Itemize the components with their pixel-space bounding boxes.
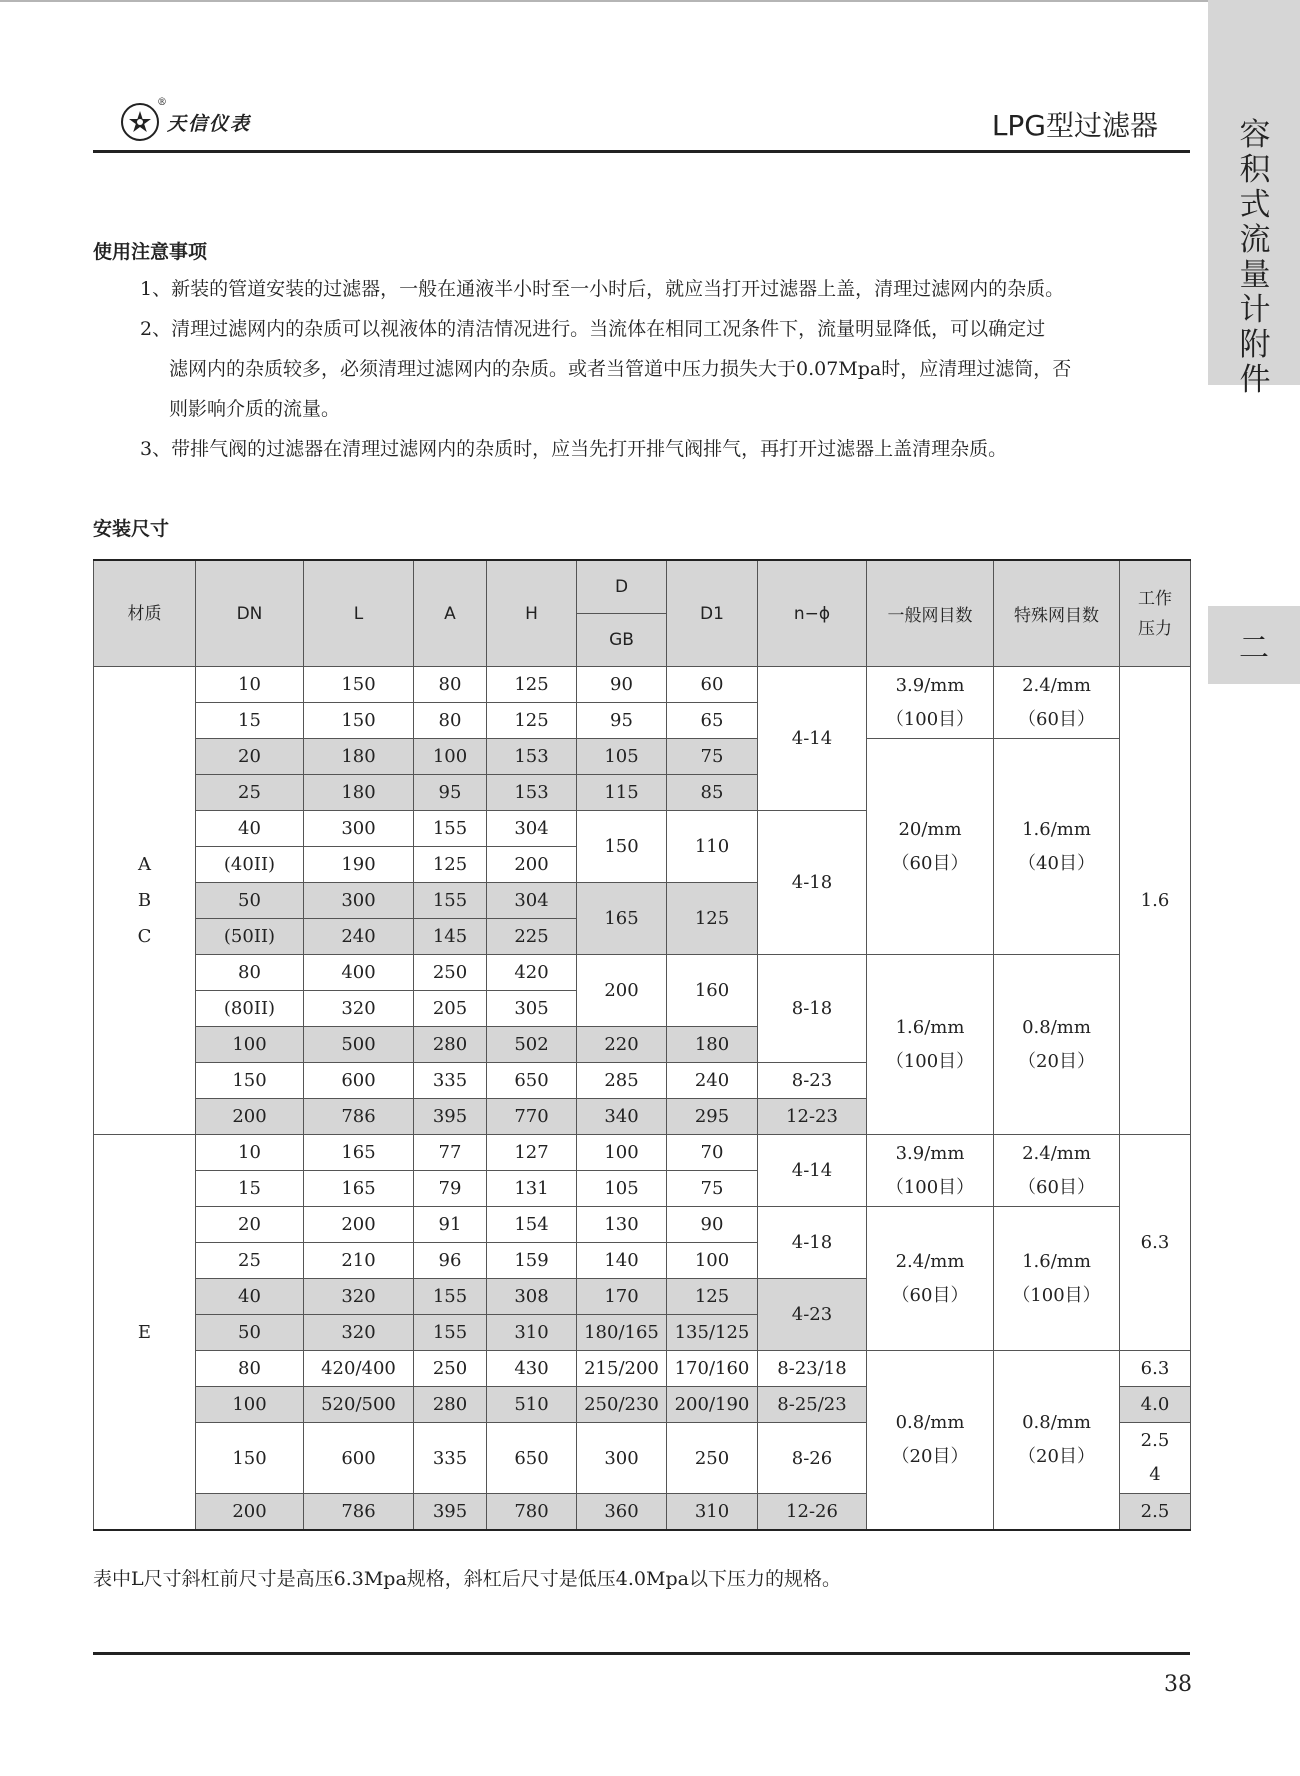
table-cell: 154 [487, 1207, 577, 1243]
table-cell: 205 [414, 991, 487, 1027]
pressure-value: 2.5 [1140, 1430, 1170, 1451]
mesh-count: （20目） [891, 1446, 969, 1467]
table-cell: 155 [414, 883, 487, 919]
table-cell: 25 [196, 1243, 304, 1279]
material-abc [94, 667, 196, 1135]
table-cell: 200 [196, 1099, 304, 1135]
normal-mesh-cell [867, 955, 994, 1135]
mesh-count: （20目） [1018, 1050, 1095, 1072]
table-cell: 110 [667, 811, 758, 883]
mesh-value: 2.4/mm [895, 1250, 965, 1272]
n-phi-cell: 8-18 [758, 955, 867, 1063]
n-phi-cell: 4-23 [758, 1279, 867, 1351]
table-cell: 140 [577, 1243, 667, 1279]
table-cell: 220 [577, 1027, 667, 1063]
mesh-count: （100目） [885, 708, 975, 730]
col-d: D [577, 560, 667, 614]
table-cell: 420/400 [304, 1351, 414, 1387]
table-cell: 305 [487, 991, 577, 1027]
table-cell: 80 [196, 955, 304, 991]
table-cell: 131 [487, 1171, 577, 1207]
table-cell: 335 [414, 1423, 487, 1494]
material-e: E [94, 1135, 196, 1531]
table-cell: 60 [667, 667, 758, 703]
notes-list [140, 269, 1170, 469]
col-n-phi: n−ϕ [758, 560, 867, 667]
col-normal-mesh: 一般网目数 [867, 560, 994, 667]
n-phi-cell: 4-18 [758, 1207, 867, 1279]
table-cell: 200 [304, 1207, 414, 1243]
table-cell: 100 [577, 1135, 667, 1171]
table-cell: 100 [196, 1027, 304, 1063]
pressure-cell [1120, 1423, 1191, 1494]
table-cell: 200/190 [667, 1387, 758, 1423]
mesh-value: 0.8/mm [895, 1412, 965, 1433]
table-cell: 153 [487, 739, 577, 775]
registered-mark: ® [157, 97, 167, 108]
col-l: L [304, 560, 414, 667]
install-dimensions-table [93, 559, 1191, 1531]
mesh-value: 3.9/mm [895, 674, 965, 696]
table-cell: 155 [414, 1315, 487, 1351]
table-cell: 150 [196, 1063, 304, 1099]
table-cell: 420 [487, 955, 577, 991]
special-mesh-cell [994, 739, 1120, 955]
material-c: C [137, 925, 152, 947]
table-cell: 20 [196, 1207, 304, 1243]
table-cell: 155 [414, 811, 487, 847]
table-cell: 65 [667, 703, 758, 739]
mesh-value: 1.6/mm [895, 1016, 965, 1038]
table-cell: 300 [304, 811, 414, 847]
table-cell: 159 [487, 1243, 577, 1279]
table-cell: 300 [577, 1423, 667, 1494]
table-cell: 250 [414, 955, 487, 991]
pressure-cell: 2.5 [1120, 1494, 1191, 1531]
table-cell: 95 [577, 703, 667, 739]
table-cell: 150 [577, 811, 667, 883]
table-cell: 105 [577, 739, 667, 775]
table-cell: 180/165 [577, 1315, 667, 1351]
table-cell: 79 [414, 1171, 487, 1207]
table-cell: 786 [304, 1494, 414, 1531]
section-number: 二 [1239, 631, 1269, 666]
note-item-1: 1、新装的管道安装的过滤器，一般在通液半小时至一小时后，就应当打开过滤器上盖，清理过滤网内的杂质。 [140, 278, 1065, 300]
page-title: LPG型过滤器 [991, 109, 1158, 142]
table-cell: 300 [304, 883, 414, 919]
pressure-cell: 1.6 [1120, 667, 1191, 1135]
logo-text: 天信仪表 [167, 112, 252, 135]
mesh-count: （100目） [1012, 1284, 1101, 1306]
table-cell: 215/200 [577, 1351, 667, 1387]
table-cell: 100 [196, 1387, 304, 1423]
table-cell: 40 [196, 1279, 304, 1315]
table-cell: 200 [577, 955, 667, 1027]
logo-star-icon [121, 97, 167, 141]
table-cell: 240 [667, 1063, 758, 1099]
mesh-count: （20目） [1018, 1446, 1095, 1467]
mesh-count: （60目） [891, 1284, 969, 1306]
mesh-value: 20/mm [898, 818, 962, 840]
table-cell: 770 [487, 1099, 577, 1135]
mesh-count: （60目） [1018, 1176, 1095, 1198]
table-cell: 10 [196, 667, 304, 703]
table-cell: 75 [667, 1171, 758, 1207]
col-special-mesh: 特殊网目数 [994, 560, 1120, 667]
table-cell: 80 [414, 703, 487, 739]
pressure-cell: 6.3 [1120, 1135, 1191, 1351]
table-cell: 180 [667, 1027, 758, 1063]
table-cell: 85 [667, 775, 758, 811]
table-cell: 320 [304, 991, 414, 1027]
mesh-count: （60目） [1018, 708, 1095, 730]
table-cell: 20 [196, 739, 304, 775]
note-item-3: 3、带排气阀的过滤器在清理过滤网内的杂质时，应当先打开排气阀排气，再打开过滤器上盖清理杂质。 [140, 438, 1008, 460]
top-rule [0, 0, 1208, 2]
footer-rule [93, 1652, 1190, 1655]
table-cell: 170/160 [667, 1351, 758, 1387]
notes-heading: 使用注意事项 [93, 241, 208, 263]
table-cell: 125 [414, 847, 487, 883]
special-mesh-cell [994, 667, 1120, 739]
table-cell: 340 [577, 1099, 667, 1135]
mesh-value: 2.4/mm [1022, 674, 1091, 696]
table-cell: 600 [304, 1063, 414, 1099]
table-cell: 40 [196, 811, 304, 847]
mesh-value: 3.9/mm [895, 1142, 965, 1164]
mesh-value: 0.8/mm [1022, 1412, 1091, 1433]
table-cell: 180 [304, 739, 414, 775]
table-cell: 50 [196, 1315, 304, 1351]
table-cell: 125 [667, 1279, 758, 1315]
table-cell: 280 [414, 1027, 487, 1063]
table-cell: 155 [414, 1279, 487, 1315]
table-cell: 335 [414, 1063, 487, 1099]
table-cell: 400 [304, 955, 414, 991]
table-cell: 395 [414, 1494, 487, 1531]
col-material: 材质 [94, 560, 196, 667]
material-b: B [137, 889, 152, 911]
table-cell: 180 [304, 775, 414, 811]
table-cell: 360 [577, 1494, 667, 1531]
mesh-value: 1.6/mm [1022, 1250, 1091, 1272]
table-cell: 50 [196, 883, 304, 919]
special-mesh-cell [994, 1351, 1120, 1531]
n-phi-cell: 4-14 [758, 1135, 867, 1207]
table-cell: 310 [667, 1494, 758, 1531]
mesh-value: 0.8/mm [1022, 1016, 1091, 1038]
table-cell: 80 [414, 667, 487, 703]
table-cell: 105 [577, 1171, 667, 1207]
table-cell: 15 [196, 703, 304, 739]
table-cell: 240 [304, 919, 414, 955]
table-cell: 8-23/18 [758, 1351, 867, 1387]
table-cell: 502 [487, 1027, 577, 1063]
col-dn: DN [196, 560, 304, 667]
table-cell: 308 [487, 1279, 577, 1315]
table-cell: 650 [487, 1063, 577, 1099]
table-cell: 200 [487, 847, 577, 883]
note-item-2-cont: 滤网内的杂质较多，必须清理过滤网内的杂质。或者当管道中压力损失大于0.07Mpa时，应清理过滤筒，否 [169, 358, 1072, 380]
section-number-tab [1208, 606, 1300, 684]
table-cell: 304 [487, 811, 577, 847]
normal-mesh-cell [867, 1207, 994, 1351]
table-cell: 90 [667, 1207, 758, 1243]
col-pressure: 工作压力 [1120, 560, 1191, 667]
table-cell: 125 [487, 703, 577, 739]
table-cell: 130 [577, 1207, 667, 1243]
material-a: A [138, 853, 151, 875]
table-cell: (80II) [196, 991, 304, 1027]
table-cell: 125 [487, 667, 577, 703]
header-rule [93, 150, 1190, 153]
table-cell: 430 [487, 1351, 577, 1387]
table-cell: 100 [667, 1243, 758, 1279]
table-cell: 170 [577, 1279, 667, 1315]
table-cell: 8-25/23 [758, 1387, 867, 1423]
table-cell: 650 [487, 1423, 577, 1494]
table-cell: 150 [304, 703, 414, 739]
table-cell: 77 [414, 1135, 487, 1171]
col-h: H [487, 560, 577, 667]
table-cell: 150 [304, 667, 414, 703]
table-cell: 8-23 [758, 1063, 867, 1099]
table-cell: 210 [304, 1243, 414, 1279]
table-footnote: 表中L尺寸斜杠前尺寸是高压6.3Mpa规格，斜杠后尺寸是低压4.0Mpa以下压力的规格。 [93, 1568, 841, 1590]
normal-mesh-cell [867, 667, 994, 739]
table-cell: 145 [414, 919, 487, 955]
table-cell: 320 [304, 1279, 414, 1315]
mesh-value: 2.4/mm [1022, 1142, 1091, 1164]
side-tab-label: 容积式流量计附件 [1239, 117, 1271, 398]
table-cell: 135/125 [667, 1315, 758, 1351]
table-cell: 225 [487, 919, 577, 955]
table-cell: 153 [487, 775, 577, 811]
table-cell: 12-23 [758, 1099, 867, 1135]
table-cell: 90 [577, 667, 667, 703]
pressure-value: 4 [1149, 1464, 1161, 1485]
table-cell: 165 [577, 883, 667, 955]
table-cell: 786 [304, 1099, 414, 1135]
normal-mesh-cell [867, 1135, 994, 1207]
table-cell: (40II) [196, 847, 304, 883]
table-cell: 127 [487, 1135, 577, 1171]
table-cell: 200 [196, 1494, 304, 1531]
table-cell: 150 [196, 1423, 304, 1494]
mesh-value: 1.6/mm [1022, 818, 1091, 840]
table-cell: 75 [667, 739, 758, 775]
table-cell: 96 [414, 1243, 487, 1279]
n-phi-cell: 4-14 [758, 667, 867, 811]
table-cell: 165 [304, 1171, 414, 1207]
n-phi-cell: 4-18 [758, 811, 867, 955]
table-cell: 250 [414, 1351, 487, 1387]
install-heading: 安装尺寸 [93, 518, 170, 540]
table-cell: 15 [196, 1171, 304, 1207]
table-cell: 115 [577, 775, 667, 811]
table-cell: 280 [414, 1387, 487, 1423]
table-cell: 125 [667, 883, 758, 955]
special-mesh-cell [994, 955, 1120, 1135]
page-number: 38 [1164, 1672, 1192, 1697]
table-cell: 600 [304, 1423, 414, 1494]
table-cell: 100 [414, 739, 487, 775]
pressure-cell: 4.0 [1120, 1387, 1191, 1423]
table-cell: 395 [414, 1099, 487, 1135]
table-cell: 165 [304, 1135, 414, 1171]
table-cell: 500 [304, 1027, 414, 1063]
table-cell: 310 [487, 1315, 577, 1351]
pressure-cell: 6.3 [1120, 1351, 1191, 1387]
mesh-count: （100目） [885, 1176, 975, 1198]
table-cell: 12-26 [758, 1494, 867, 1531]
table-cell: 25 [196, 775, 304, 811]
table-cell: 91 [414, 1207, 487, 1243]
special-mesh-cell [994, 1135, 1120, 1207]
mesh-count: （100目） [885, 1050, 975, 1072]
table-cell: (50II) [196, 919, 304, 955]
table-cell: 320 [304, 1315, 414, 1351]
brand-logo [121, 97, 252, 144]
note-item-2-end: 则影响介质的流量。 [169, 398, 341, 420]
table-cell: 160 [667, 955, 758, 1027]
table-cell: 304 [487, 883, 577, 919]
table-cell: 780 [487, 1494, 577, 1531]
table-cell: 520/500 [304, 1387, 414, 1423]
normal-mesh-cell [867, 1351, 994, 1531]
table-cell: 250 [667, 1423, 758, 1494]
table-cell: 295 [667, 1099, 758, 1135]
table-cell: 70 [667, 1135, 758, 1171]
table-cell: 10 [196, 1135, 304, 1171]
mesh-count: （60目） [891, 852, 969, 874]
col-d1: D1 [667, 560, 758, 667]
table-cell: 250/230 [577, 1387, 667, 1423]
table-cell: 285 [577, 1063, 667, 1099]
col-a: A [414, 560, 487, 667]
col-gb: GB [577, 614, 667, 667]
table-cell: 80 [196, 1351, 304, 1387]
table-cell: 190 [304, 847, 414, 883]
special-mesh-cell [994, 1207, 1120, 1351]
table-cell: 8-26 [758, 1423, 867, 1494]
table-cell: 95 [414, 775, 487, 811]
table-cell: 510 [487, 1387, 577, 1423]
normal-mesh-cell [867, 739, 994, 955]
mesh-count: （40目） [1018, 852, 1095, 874]
note-item-2: 2、清理过滤网内的杂质可以视液体的清洁情况进行。当流体在相同工况条件下，流量明显降低，可以确定过 [140, 318, 1046, 340]
